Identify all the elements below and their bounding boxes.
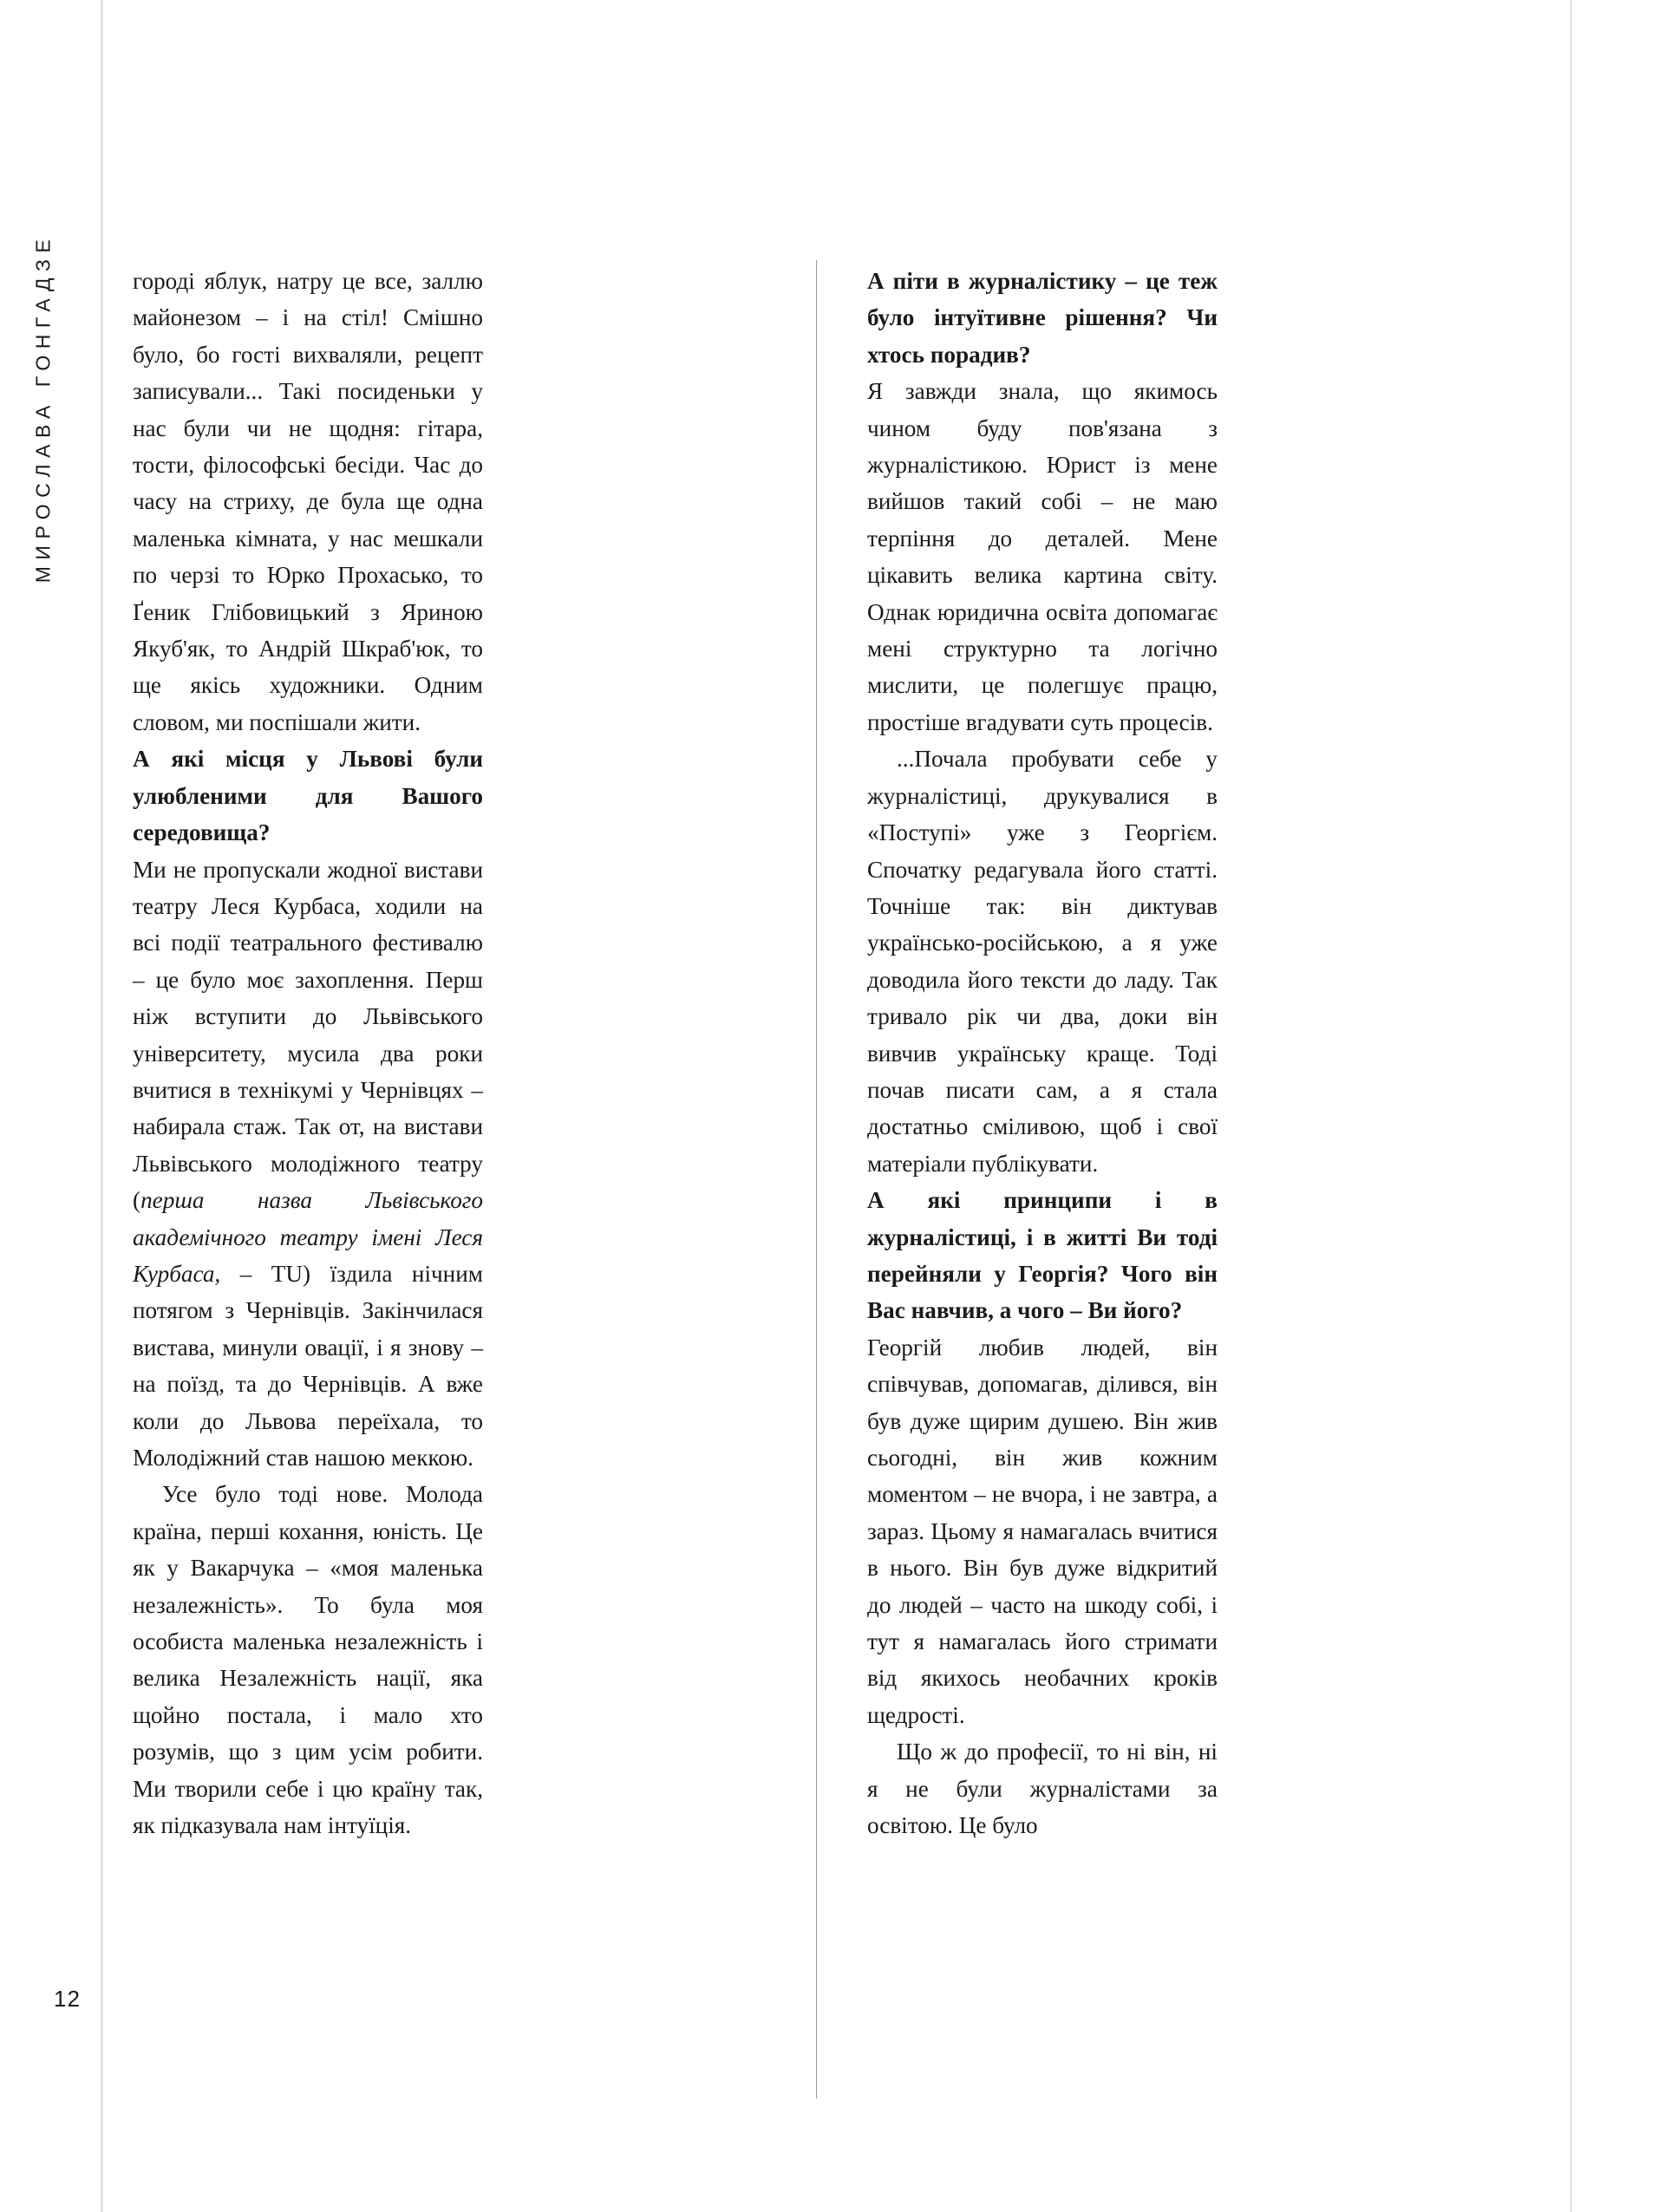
editorial-note-italic: перша назва Львівського академічного театру імені Леся Курбаса, [133,1187,483,1287]
paragraph-continued: городі яблук, натру це все, заллю майонезом – і на стіл! Смішно було, бо гості вихваляли, рецепт записували... Такі посиденьки у нас були чи не щодня: гітара, тости, філософські бесіди. Час до часу на стриху, де була ще одна маленька кімната, у нас мешкали по черзі то Юрко Прохасько, то Ґеник Глібовицький з Яриною Якуб'як, то Андрій Шкраб'юк, то ще якісь художники. Одним словом, ми поспішали жити. [133,268,483,735]
paragraph-indented: Усе було тоді нове. Молода країна, перші кохання, юність. Це як у Вакарчука – «моя маленька незалежність». То була моя особиста маленька незалежність і велика Незалежність нації, яка щойно постала, і мало хто розумів, що з цим усім робити. Ми творили себе і цю країну так, як підказувала нам інтуїція. [133,1481,483,1839]
text-column-right [867,263,1218,1843]
paragraph-answer: Я завжди знала, що якимось чином буду пов'язана з журналістикою. Юрист із мене вийшов такий собі – не маю терпіння до деталей. Мене цікавить велика картина світу. Однак юридична освіта допомагає мені структурно та логічно мислити, це полегшує працю, простіше вгадувати суть процесів. [867,378,1218,735]
left-margin-rule [101,0,102,2212]
answer-text-part-1: Ми не пропускали жодної вистави театру Леся Курбаса, ходили на всі події театрального фестивалю – це було моє захоплення. Перш ніж вступити до Львівського університету, мусила два роки вчитися в технікумі у Чернівцях – набирала стаж. Так от, на вистави Львівського молодіжного театру ( [133,856,483,1214]
text-column-left [133,263,483,1843]
column-divider-rule [816,260,817,2098]
paragraph-indented: Що ж до професії, то ні він, ні я не були журналістами за освітою. Це було [867,1739,1218,1839]
page-number: 12 [54,1986,81,2012]
paragraph-answer: Георгій любив людей, він співчував, допомагав, ділився, він був дуже щирим душею. Він жив сьогодні, він жив кожним моментом – не вчора, і не завтра, а зараз. Цьому я намагалась вчитися в нього. Він був дуже відкритий до людей – часто на шкоду собі, і тут я намагалась його стримати від якихось необачних кроків щедрості. [867,1334,1218,1728]
right-margin-rule [1570,0,1571,2212]
running-head [0,0,101,2212]
question-heading: А піти в журналістику – це теж було інтуїтивне рішення? Чи хтось порадив? [867,268,1218,368]
answer-text-part-2: – TU) їздила нічним потягом з Чернівців. Закінчилася вистава, минули овації, і я знову – на поїзд, та до Чернівців. А вже коли до Львова переїхала, то Молодіжний став нашою меккою. [133,1260,483,1471]
running-head-text: МИРОСЛАВА ГОНГАДЗЕ [31,232,55,584]
paragraph-answer [133,852,483,1477]
question-heading: А які місця у Львові були улюбленими для Вашого середовища? [133,746,483,846]
paragraph-indented: ...Почала пробувати себе у журналістиці, друкувалися в «Поступі» уже з Георгієм. Спочатку редагувала його статті. Точніше так: він диктував українсько-російською, а я уже доводила його тексти до ладу. Так тривало рік чи два, доки він вивчив українську краще. Тоді почав писати сам, а я стала достатньо сміливою, щоб і свої матеріали публікувати. [867,746,1218,1177]
question-heading: А які принципи і в журналістиці, і в житті Ви тоді перейняли у Георгія? Чого він Вас навчив, а чого – Ви його? [867,1187,1218,1324]
